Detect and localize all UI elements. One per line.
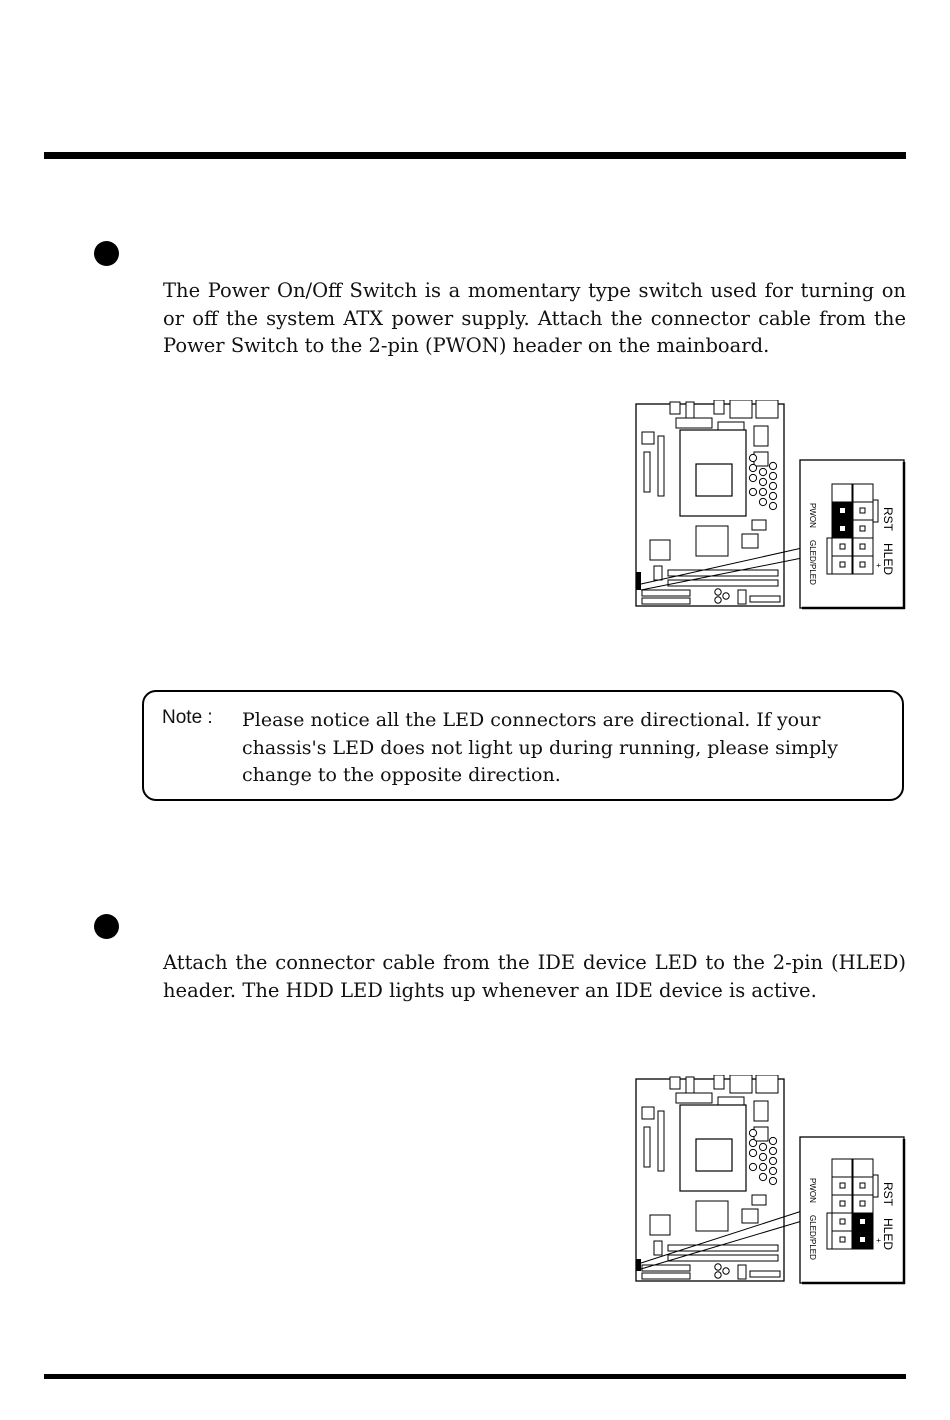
power-switch-paragraph: The Power On/Off Switch is a momentary type switch used for turning on or off the system ATX power supply. Attach the connector cable from the Power Switch to the 2-pin (PWON) header on the mainboard. [163, 279, 906, 357]
section-bullet-icon [94, 241, 119, 266]
section-bullet-icon [94, 914, 119, 939]
hled-header-diagram [634, 1075, 908, 1285]
gled-pled-label: GLED/PLED [808, 1215, 817, 1260]
gled-pled-label: GLED/PLED [808, 540, 817, 585]
plus-marker: + [874, 563, 883, 568]
plus-marker: + [874, 1238, 883, 1243]
pwon-label: PWON [808, 503, 817, 528]
hled-label: HLED [881, 543, 895, 576]
hled-label: HLED [881, 1218, 895, 1251]
note-label: Note : [162, 707, 213, 728]
bottom-rule [44, 1374, 906, 1379]
top-rule [44, 152, 906, 159]
note-text: Please notice all the LED connectors are directional. If your chassis's LED does not light up during running, please simply change to the opposite direction. [242, 709, 838, 786]
mainboard-diagram-2 [634, 1075, 908, 1285]
rst-label: RST [881, 507, 895, 531]
hdd-led-paragraph: Attach the connector cable from the IDE device LED to the 2-pin (HLED) header. The HDD LED lights up whenever an IDE device is active. [163, 951, 906, 1002]
rst-label: RST [881, 1182, 895, 1206]
mainboard-diagram-1 [634, 400, 908, 610]
pwon-header-diagram [634, 400, 908, 610]
pwon-label: PWON [808, 1178, 817, 1203]
